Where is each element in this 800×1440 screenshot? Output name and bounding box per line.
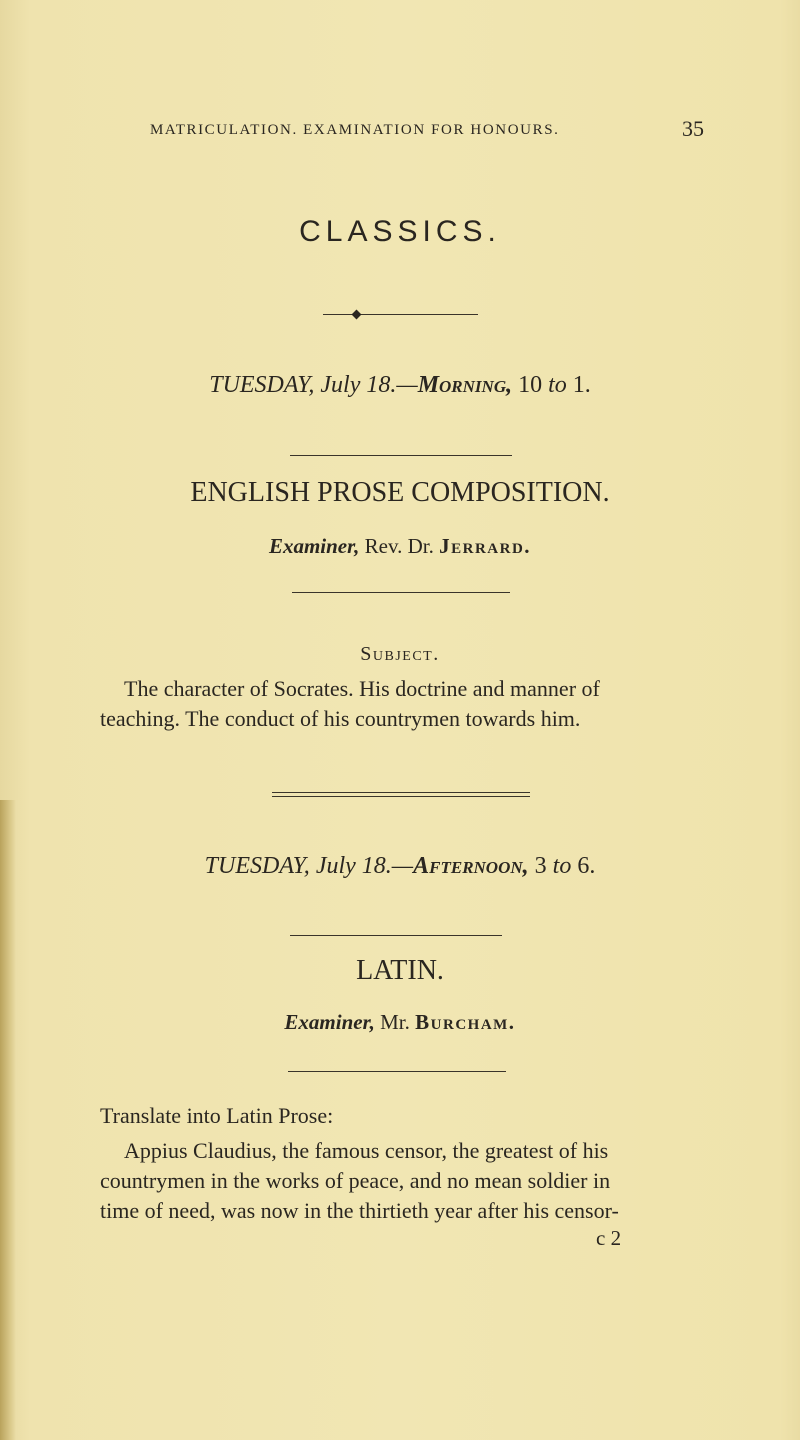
translate-instruction: Translate into Latin Prose: <box>100 1103 334 1128</box>
afternoon-session <box>0 853 800 880</box>
binding-shadow <box>0 800 16 1440</box>
morning-day: TUESDAY, <box>209 372 315 398</box>
divider-rule <box>290 935 502 936</box>
morning-to: to <box>548 372 567 398</box>
divider-rule <box>290 455 512 456</box>
morning-period: Morning, <box>417 372 513 398</box>
double-rule-bottom <box>272 796 530 797</box>
english-examiner-title: Rev. Dr. <box>359 534 440 558</box>
afternoon-to: to <box>552 853 572 879</box>
latin-examiner <box>0 1010 800 1035</box>
ornament-rule <box>323 314 478 315</box>
section-title: CLASSICS. <box>299 215 501 248</box>
signature-mark: c 2 <box>596 1226 622 1250</box>
translate-line-3: time of need, was now in the thirtieth year after his censor- <box>100 1198 619 1223</box>
afternoon-day: TUESDAY, <box>204 853 310 879</box>
translate-line-1: Appius Claudius, the famous censor, the greatest of his <box>124 1138 609 1163</box>
latin-heading: LATIN. <box>356 955 444 986</box>
translate-line-2: countrymen in the works of peace, and no mean soldier in <box>100 1168 611 1193</box>
page-number: 35 <box>682 116 704 141</box>
running-head-text: MATRICULATION. EXAMINATION FOR HONOURS. <box>150 122 560 138</box>
afternoon-period: Afternoon, <box>413 853 529 879</box>
latin-examiner-title: Mr. <box>374 1010 416 1034</box>
afternoon-from: 3 <box>528 853 553 879</box>
subject-heading: Subject. <box>360 643 440 665</box>
morning-date: July 18.— <box>314 372 418 398</box>
divider-rule <box>292 592 510 593</box>
latin-examiner-label: Examiner, <box>284 1010 375 1034</box>
english-heading: ENGLISH PROSE COMPOSITION. <box>190 477 610 508</box>
morning-from: 10 <box>512 372 549 398</box>
subject-line-1: The character of Socrates. His doctrine and manner of <box>124 676 600 701</box>
running-head <box>150 116 710 141</box>
afternoon-until: 6. <box>571 853 596 879</box>
morning-until: 1. <box>566 372 591 398</box>
afternoon-date: July 18.— <box>309 853 414 879</box>
latin-examiner-name: Burcham. <box>415 1010 516 1034</box>
english-examiner-name: Jerrard. <box>439 534 532 558</box>
morning-session <box>0 372 800 399</box>
divider-rule <box>288 1071 506 1072</box>
subject-line-2: teaching. The conduct of his countrymen towards him. <box>100 706 581 731</box>
double-rule-top <box>272 792 530 793</box>
english-examiner-label: Examiner, <box>268 534 360 558</box>
english-examiner <box>0 534 800 559</box>
